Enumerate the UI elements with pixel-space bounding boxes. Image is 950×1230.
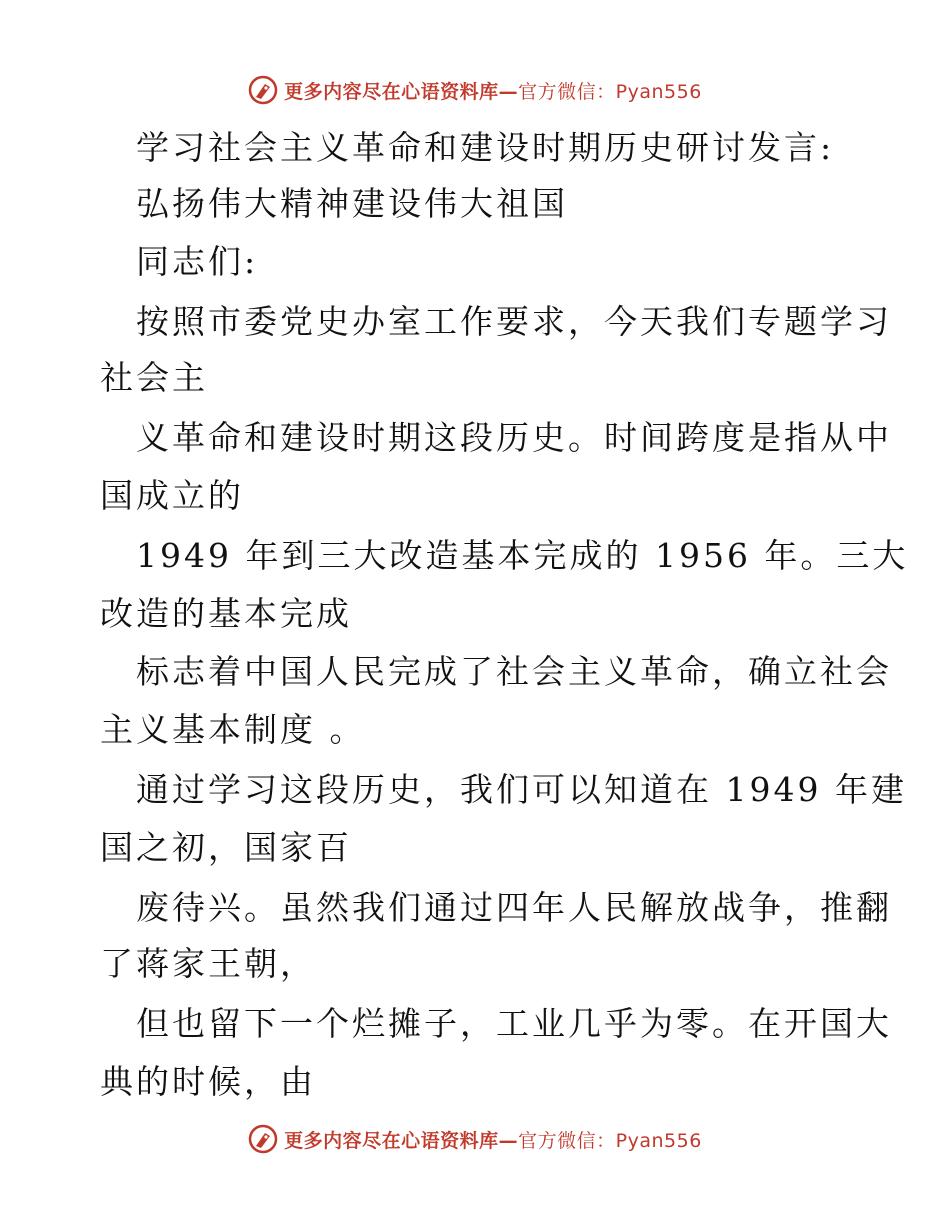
paragraph-line: 了蒋家王朝，: [100, 944, 316, 983]
paragraph-line: 义革命和建设时期这段历史。时间跨度是指从中: [136, 418, 892, 457]
paragraph-line: 主义基本制度 。: [100, 710, 366, 749]
paragraph-line: 1949 年到三大改造基本完成的 1956 年。三大: [136, 536, 909, 575]
banner-text: 更多内容尽在心语资料库—官方微信：Pyan556: [284, 80, 702, 103]
paragraph-line: 通过学习这段历史，我们可以知道在 1949 年建: [136, 770, 907, 809]
header-banner: [0, 72, 950, 108]
paragraph-line: 典的时候，由: [100, 1062, 316, 1101]
footer-banner: [0, 1121, 950, 1157]
paragraph-line: 国之初，国家百: [100, 828, 352, 867]
paragraph-line: 改造的基本完成: [100, 594, 352, 633]
salutation: 同志们:: [136, 242, 259, 281]
paragraph-line: 废待兴。虽然我们通过四年人民解放战争，推翻: [136, 888, 892, 927]
paragraph-line: 社会主: [100, 358, 208, 397]
banner-wechat: 官方微信：Pyan556: [518, 1129, 702, 1152]
paragraph-line: 按照市委党史办室工作要求，今天我们专题学习: [136, 302, 892, 341]
paragraph-line: 标志着中国人民完成了社会主义革命，确立社会: [136, 652, 892, 691]
pen-nib-logo-icon: [248, 75, 278, 105]
banner-wechat: 官方微信：Pyan556: [518, 80, 702, 103]
pen-nib-logo-icon: [248, 1124, 278, 1154]
title-line-1: 学习社会主义革命和建设时期历史研讨发言:: [136, 128, 835, 167]
paragraph-line: 但也留下一个烂摊子，工业几乎为零。在开国大: [136, 1004, 892, 1043]
title-line-2: 弘扬伟大精神建设伟大祖国: [136, 184, 568, 223]
paragraph-line: 国成立的: [100, 476, 244, 515]
banner-text: 更多内容尽在心语资料库—官方微信：Pyan556: [284, 1129, 702, 1152]
